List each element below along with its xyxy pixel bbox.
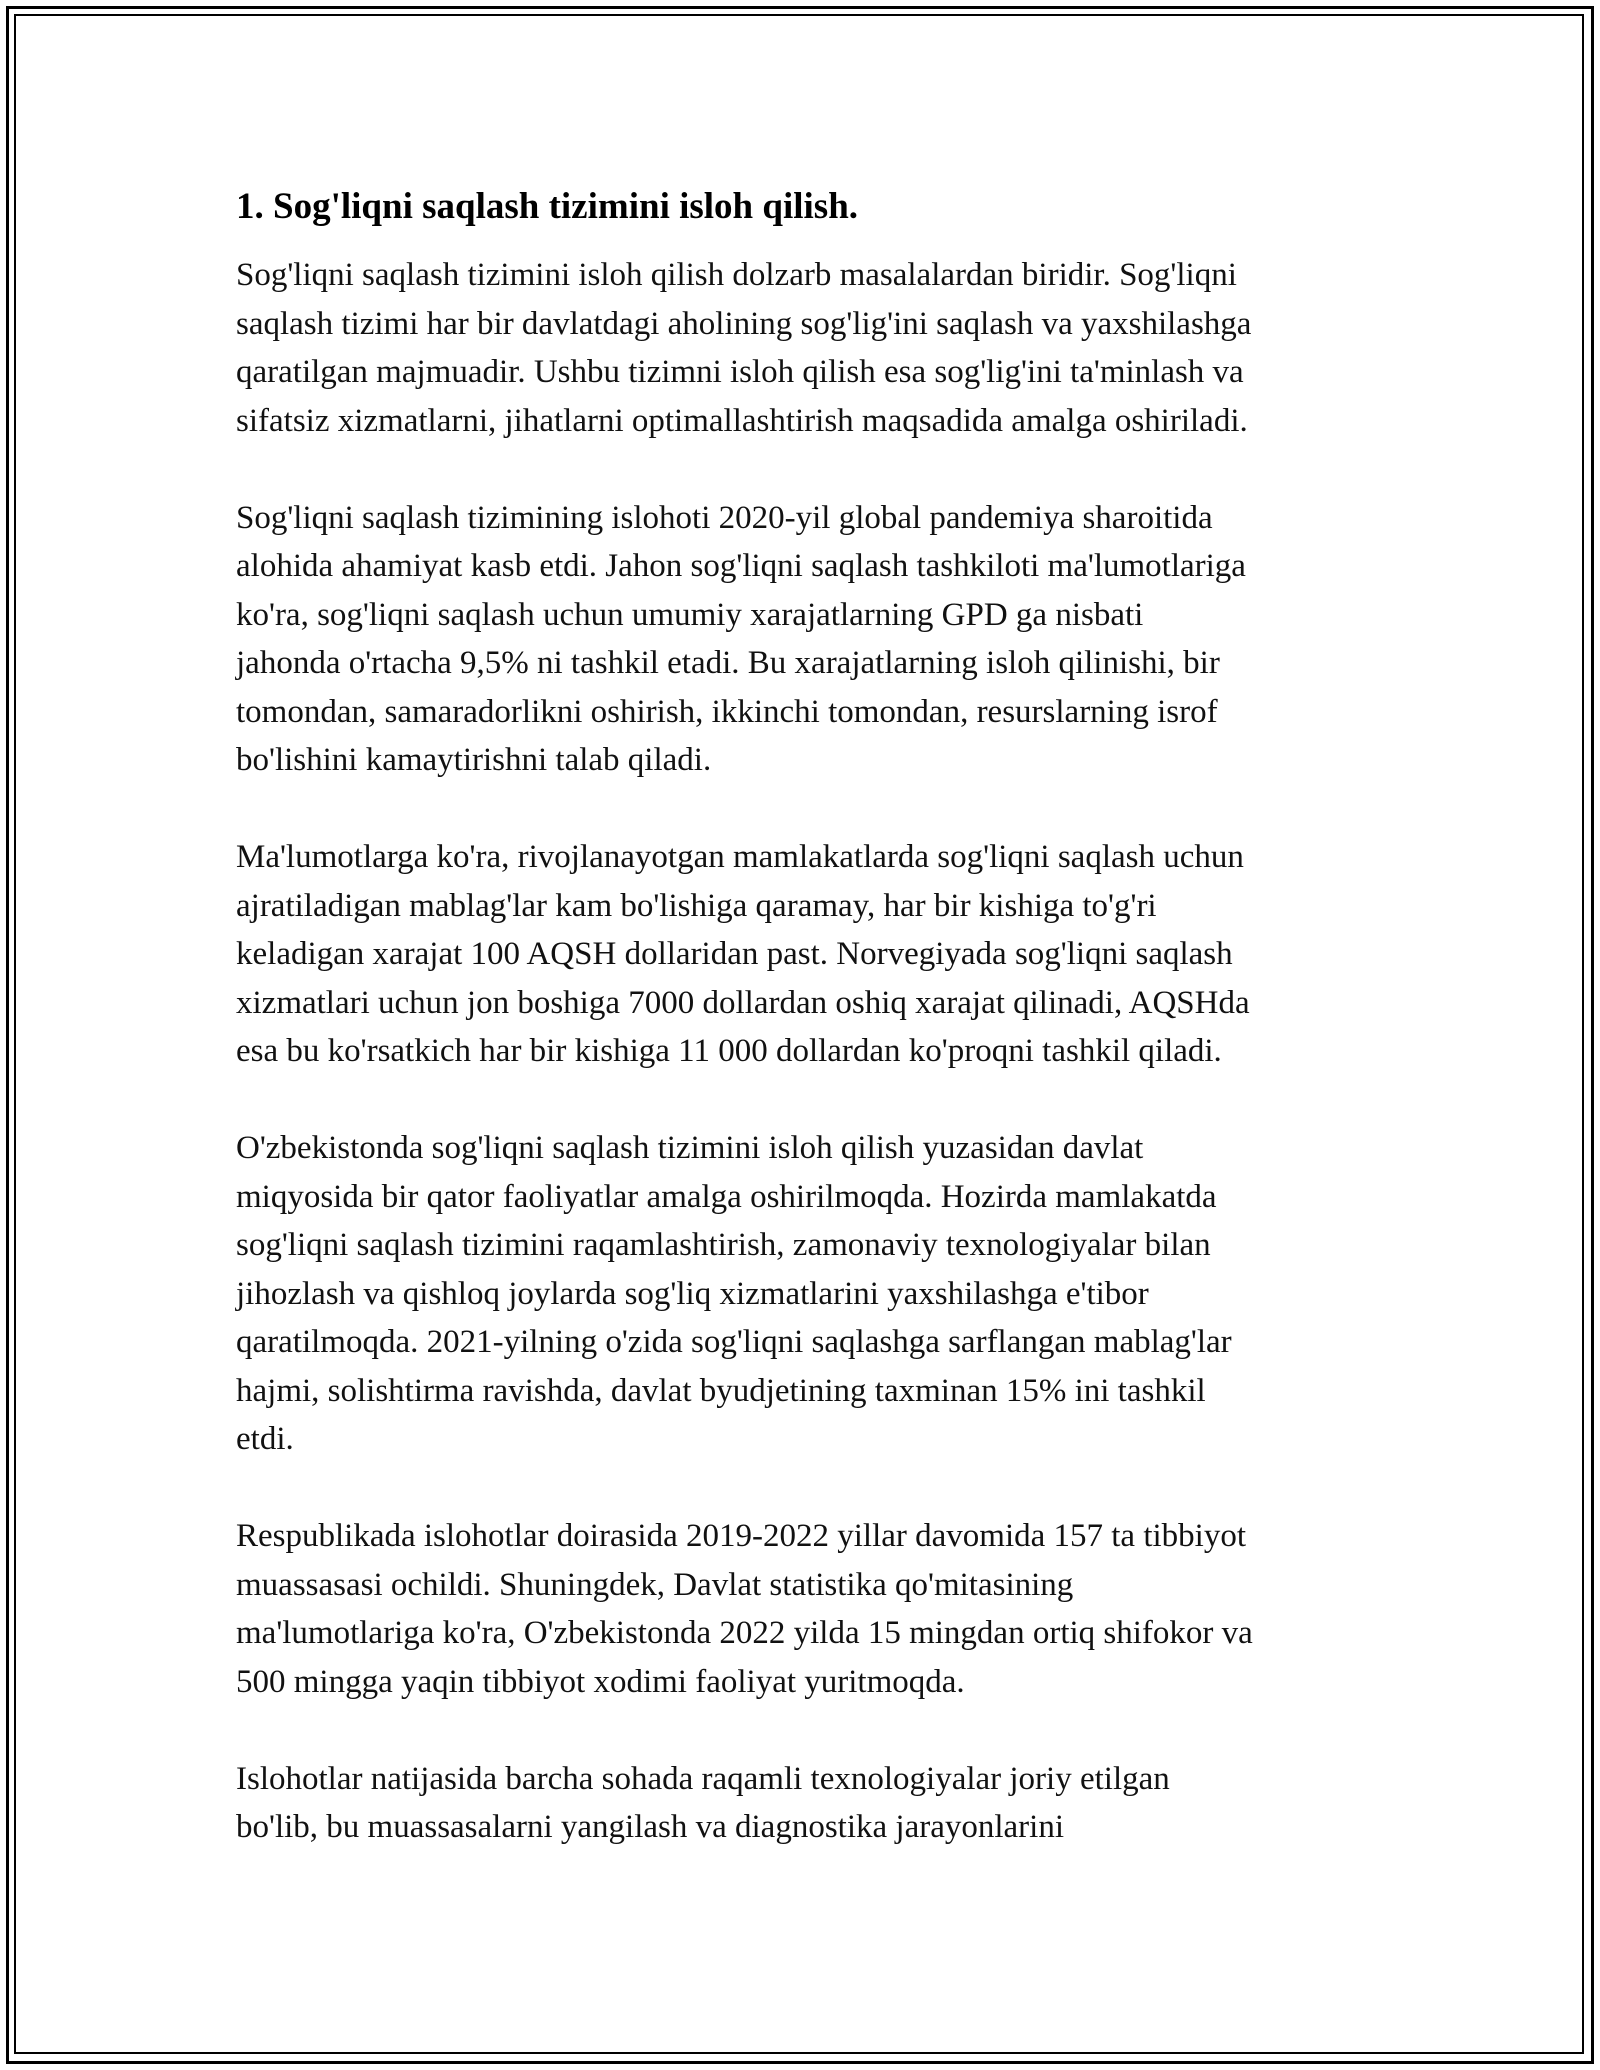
- section-heading: 1. Sog'liqni saqlash tizimini isloh qilish.: [236, 186, 859, 227]
- text-line: 500 mingga yaqin tibbiyot xodimi faoliyat yuritmoqda.: [236, 1663, 965, 1700]
- text-line: O'zbekistonda sog'liqni saqlash tizimini isloh qilish yuzasidan davlat: [236, 1130, 1144, 1166]
- text-line: ajratiladigan mablag'lar kam bo'lishiga qaramay, har bir kishiga to'g'ri: [236, 887, 1157, 924]
- text-line: alohida ahamiyat kasb etdi. Jahon sog'liqni saqlash tashkiloti ma'lumotlariga: [236, 548, 1246, 584]
- text-line: sog'liqni saqlash tizimini raqamlashtirish, zamonaviy texnologiyalar bilan: [236, 1227, 1211, 1263]
- paragraph-2: [236, 494, 1406, 785]
- text-line: muassasasi ochildi. Shuningdek, Davlat statistika qo'mitasining: [236, 1566, 1074, 1603]
- text-line: Respublikada islohotlar doirasida 2019-2022 yillar davomida 157 ta tibbiyot: [236, 1518, 1246, 1554]
- text-line: Islohotlar natijasida barcha sohada raqamli texnologiyalar joriy etilgan: [236, 1760, 1170, 1797]
- text-line: Sog'liqni saqlash tizimining islohoti 2020-yil global pandemiya sharoitida: [236, 499, 1213, 536]
- paragraph-4: [236, 1124, 1406, 1464]
- text-line: saqlash tizimi har bir davlatdagi aholining sog'lig'ini saqlash va yaxshilashga: [236, 305, 1252, 342]
- text-line: tomondan, samaradorlikni oshirish, ikkinchi tomondan, resurslarning isrof: [236, 693, 1218, 730]
- text-line: hajmi, solishtirma ravishda, davlat byudjetining taxminan 15% ini tashkil: [236, 1372, 1206, 1409]
- paragraph-1: [236, 251, 1406, 445]
- text-line: bo'lib, bu muassasalarni yangilash va diagnostika jarayonlarini: [236, 1809, 1064, 1845]
- text-line: xizmatlari uchun jon boshiga 7000 dollardan oshiq xarajat qilinadi, AQSHda: [236, 984, 1250, 1021]
- text-line: etdi.: [236, 1421, 294, 1457]
- text-line: Ma'lumotlarga ko'ra, rivojlanayotgan mamlakatlarda sog'liqni saqlash uchun: [236, 839, 1244, 875]
- text-line: keladigan xarajat 100 AQSH dollaridan past. Norvegiyada sog'liqni saqlash: [236, 936, 1233, 972]
- text-line: esa bu ko'rsatkich har bir kishiga 11 000 dollardan ko'proqni tashkil qiladi.: [236, 1033, 1222, 1069]
- paragraph-6: [236, 1755, 1406, 1852]
- document-body: [236, 183, 1406, 1900]
- text-line: sifatsiz xizmatlarni, jihatlarni optimallashtirish maqsadida amalga oshiriladi.: [236, 402, 1248, 439]
- text-line: ko'ra, sog'liqni saqlash uchun umumiy xarajatlarning GPD ga nisbati: [236, 596, 1144, 633]
- text-line: qaratilgan majmuadir. Ushbu tizimni isloh qilish esa sog'lig'ini ta'minlash va: [236, 354, 1244, 390]
- text-line: miqyosida bir qator faoliyatlar amalga oshirilmoqda. Hozirda mamlakatda: [236, 1178, 1217, 1215]
- text-line: bo'lishini kamaytirishni talab qiladi.: [236, 742, 712, 778]
- paragraph-3: [236, 833, 1406, 1076]
- paragraph-5: [236, 1512, 1406, 1706]
- text-line: Sog'liqni saqlash tizimini isloh qilish dolzarb masalalardan biridir. Sog'liqni: [236, 257, 1237, 293]
- text-line: jahonda o'rtacha 9,5% ni tashkil etadi. Bu xarajatlarning isloh qilinishi, bir: [236, 645, 1220, 681]
- text-line: ma'lumotlariga ko'ra, O'zbekistonda 2022 yilda 15 mingdan ortiq shifokor va: [236, 1615, 1253, 1651]
- text-line: qaratilmoqda. 2021-yilning o'zida sog'liqni saqlashga sarflangan mablag'lar: [236, 1324, 1232, 1360]
- text-line: jihozlash va qishloq joylarda sog'liq xizmatlarini yaxshilashga e'tibor: [236, 1275, 1149, 1312]
